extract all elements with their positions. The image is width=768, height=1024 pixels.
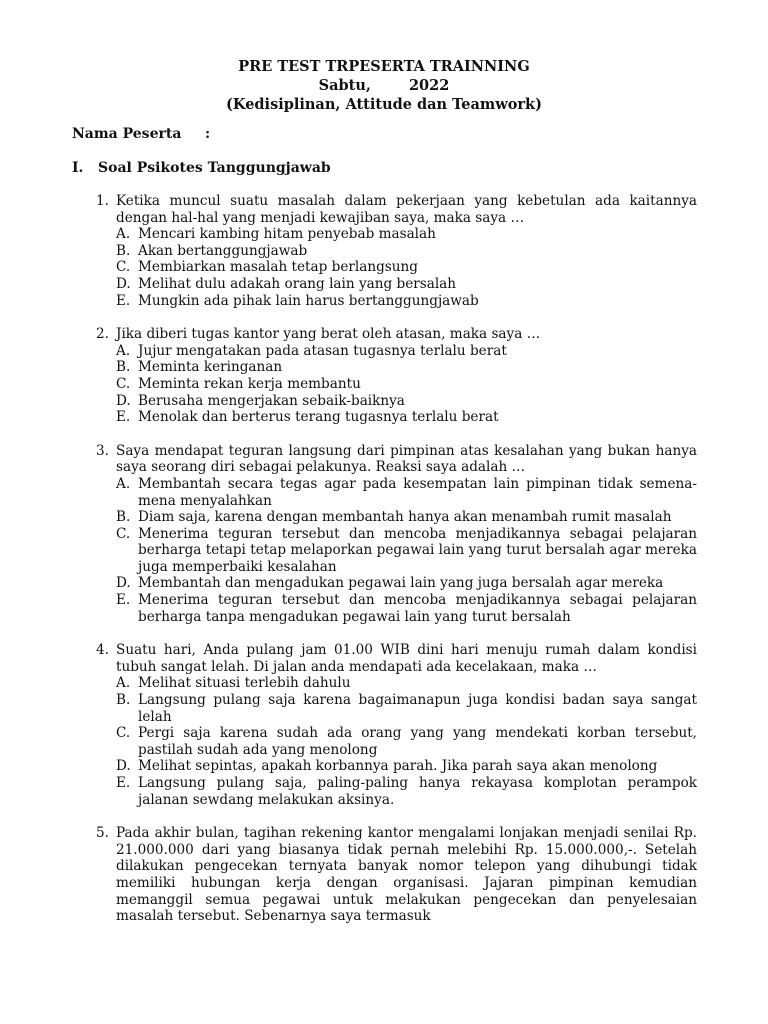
question-number: 1. (96, 193, 109, 209)
date-year: 2022 (408, 77, 450, 94)
option-b (116, 692, 697, 725)
option-b (116, 509, 697, 526)
question-number: 5. (96, 825, 109, 842)
option-e (116, 293, 697, 310)
option-c (116, 376, 697, 393)
option-text: Langsung pulang saja karena bagaimanapun juga kondisi badan saya sangat lelah (138, 692, 697, 725)
option-text: Mencari kambing hitam penyebab masalah (138, 226, 436, 243)
option-letter: A. (116, 342, 131, 359)
option-text: Melihat sepintas, apakah korbannya parah. Jika parah saya akan menolong (138, 758, 658, 775)
option-text: Berusaha mengerjakan sebaik-baiknya (138, 392, 405, 409)
option-text: Jujur mengatakan pada atasan tugasnya terlalu berat (138, 342, 507, 359)
option-d (116, 575, 697, 592)
option-d (116, 393, 697, 410)
option-text: Akan bertanggungjawab (138, 242, 308, 259)
option-c (116, 725, 697, 758)
option-letter: C. (116, 375, 131, 392)
option-letter: E. (116, 292, 131, 309)
option-text: Langsung pulang saja, paling-paling hanya rekayasa komplotan perampok jalanan sewdang melakukan aksinya. (138, 775, 697, 808)
option-a (116, 343, 697, 360)
option-a (116, 675, 697, 692)
option-text: Membantah secara tegas agar pada kesempatan lain pimpinan tidak semena-mena menyalahkan (138, 475, 697, 509)
question-1 (96, 193, 697, 309)
question-number: 4. (96, 642, 109, 659)
question-number: 3. (96, 442, 109, 459)
option-letter: C. (116, 725, 131, 742)
option-text: Menerima teguran tersebut dan mencoba menjadikannya sebagai pelajaran berharga tanpa mengadukan pegawai lain yang turut bersalah (138, 592, 697, 625)
option-b (116, 243, 697, 260)
option-letter: E. (116, 775, 131, 791)
option-c (116, 526, 697, 576)
option-letter: E. (116, 409, 131, 426)
question-text: Pada akhir bulan, tagihan rekening kantor mengalami lonjakan menjadi senilai Rp. 21.000.000 dari yang biasanya tidak pernah melebihi Rp. 15.000.000,-. Setelah dilakukan pengecekan ternyata banyak nomor telepon yang dihubungi tidak memiliki hubungan kerja dengan organisasi. Jajaran pimpinan kemudian memanggil semua pegawai untuk melakukan pengecekan dan penyelesaian masalah tersebut. Sebenarnya saya termasuk (116, 825, 697, 925)
option-text: Diam saja, karena dengan membantah hanya akan menambah rumit masalah (138, 509, 672, 526)
document-header (0, 57, 768, 114)
question-2 (96, 326, 697, 426)
participant-colon: : (205, 126, 211, 142)
option-letter: D. (116, 392, 131, 409)
option-letter: E. (116, 592, 131, 609)
option-e (116, 592, 697, 625)
option-letter: B. (116, 509, 131, 526)
date-day: Sabtu, (318, 77, 371, 94)
option-letter: A. (116, 226, 131, 243)
option-d (116, 276, 697, 293)
option-text: Melihat situasi terlebih dahulu (138, 675, 351, 692)
option-e (116, 775, 697, 808)
question-text: Saya mendapat teguran langsung dari pimpinan atas kesalahan yang bukan hanya saya seorang diri sebagai pelakunya. Reaksi saya adalah … (116, 442, 697, 476)
option-text: Mungkin ada pihak lain harus bertanggungjawab (138, 292, 479, 309)
option-b (116, 359, 697, 376)
question-4 (96, 642, 697, 808)
option-d (116, 758, 697, 775)
option-c (116, 259, 697, 276)
section-number: I. (72, 160, 84, 176)
option-text: Meminta keringanan (138, 359, 283, 376)
option-a (116, 476, 697, 509)
participant-name-row (72, 126, 211, 142)
question-text: Jika diberi tugas kantor yang berat oleh atasan, maka saya … (116, 326, 541, 343)
option-letter: B. (116, 359, 131, 376)
question-list (96, 193, 697, 942)
option-text: Menerima teguran tersebut dan mencoba menjadikannya sebagai pelajaran berharga tetapi tetap melaporkan pegawai lain yang turut bersalah agar mereka juga memperbaiki kesalahan (138, 525, 697, 575)
option-letter: C. (116, 259, 131, 276)
section-title: Soal Psikotes Tanggungjawab (98, 160, 331, 176)
option-letter: D. (116, 575, 131, 592)
option-text: Meminta rekan kerja membantu (138, 375, 361, 392)
option-text: Membantah dan mengadukan pegawai lain yang juga bersalah agar mereka (138, 575, 664, 592)
option-text: Menolak dan berterus terang tugasnya terlalu berat (138, 409, 499, 426)
option-letter: D. (116, 275, 131, 292)
participant-label: Nama Peserta (72, 126, 182, 142)
question-number: 2. (96, 326, 109, 343)
section-heading (72, 160, 331, 176)
option-letter: D. (116, 758, 131, 775)
option-a (116, 226, 697, 243)
document-title: PRE TEST TRPESERTA TRAINNING (238, 58, 530, 75)
option-text: Membiarkan masalah tetap berlangsung (138, 259, 418, 276)
document-subtitle: (Kedisiplinan, Attitude dan Teamwork) (226, 96, 542, 113)
option-letter: A. (116, 675, 131, 692)
option-letter: B. (116, 242, 131, 259)
option-letter: A. (116, 475, 131, 492)
question-text: Ketika muncul suatu masalah dalam pekerjaan yang kebetulan ada kaitannya dengan hal-hal yang menjadi kewajiban saya, maka saya … (116, 193, 697, 226)
document-date (0, 76, 768, 95)
question-5 (96, 825, 697, 925)
option-text: Pergi saja karena sudah ada orang yang yang mendekati korban tersebut, pastilah sudah ada yang menolong (138, 725, 697, 758)
question-3 (96, 443, 697, 626)
option-letter: C. (116, 525, 131, 542)
option-letter: B. (116, 692, 131, 709)
option-e (116, 409, 697, 426)
question-text: Suatu hari, Anda pulang jam 01.00 WIB dini hari menuju rumah dalam kondisi tubuh sangat lelah. Di jalan anda mendapati ada kecelakaan, maka … (116, 642, 697, 675)
option-text: Melihat dulu adakah orang lain yang bersalah (138, 275, 457, 292)
